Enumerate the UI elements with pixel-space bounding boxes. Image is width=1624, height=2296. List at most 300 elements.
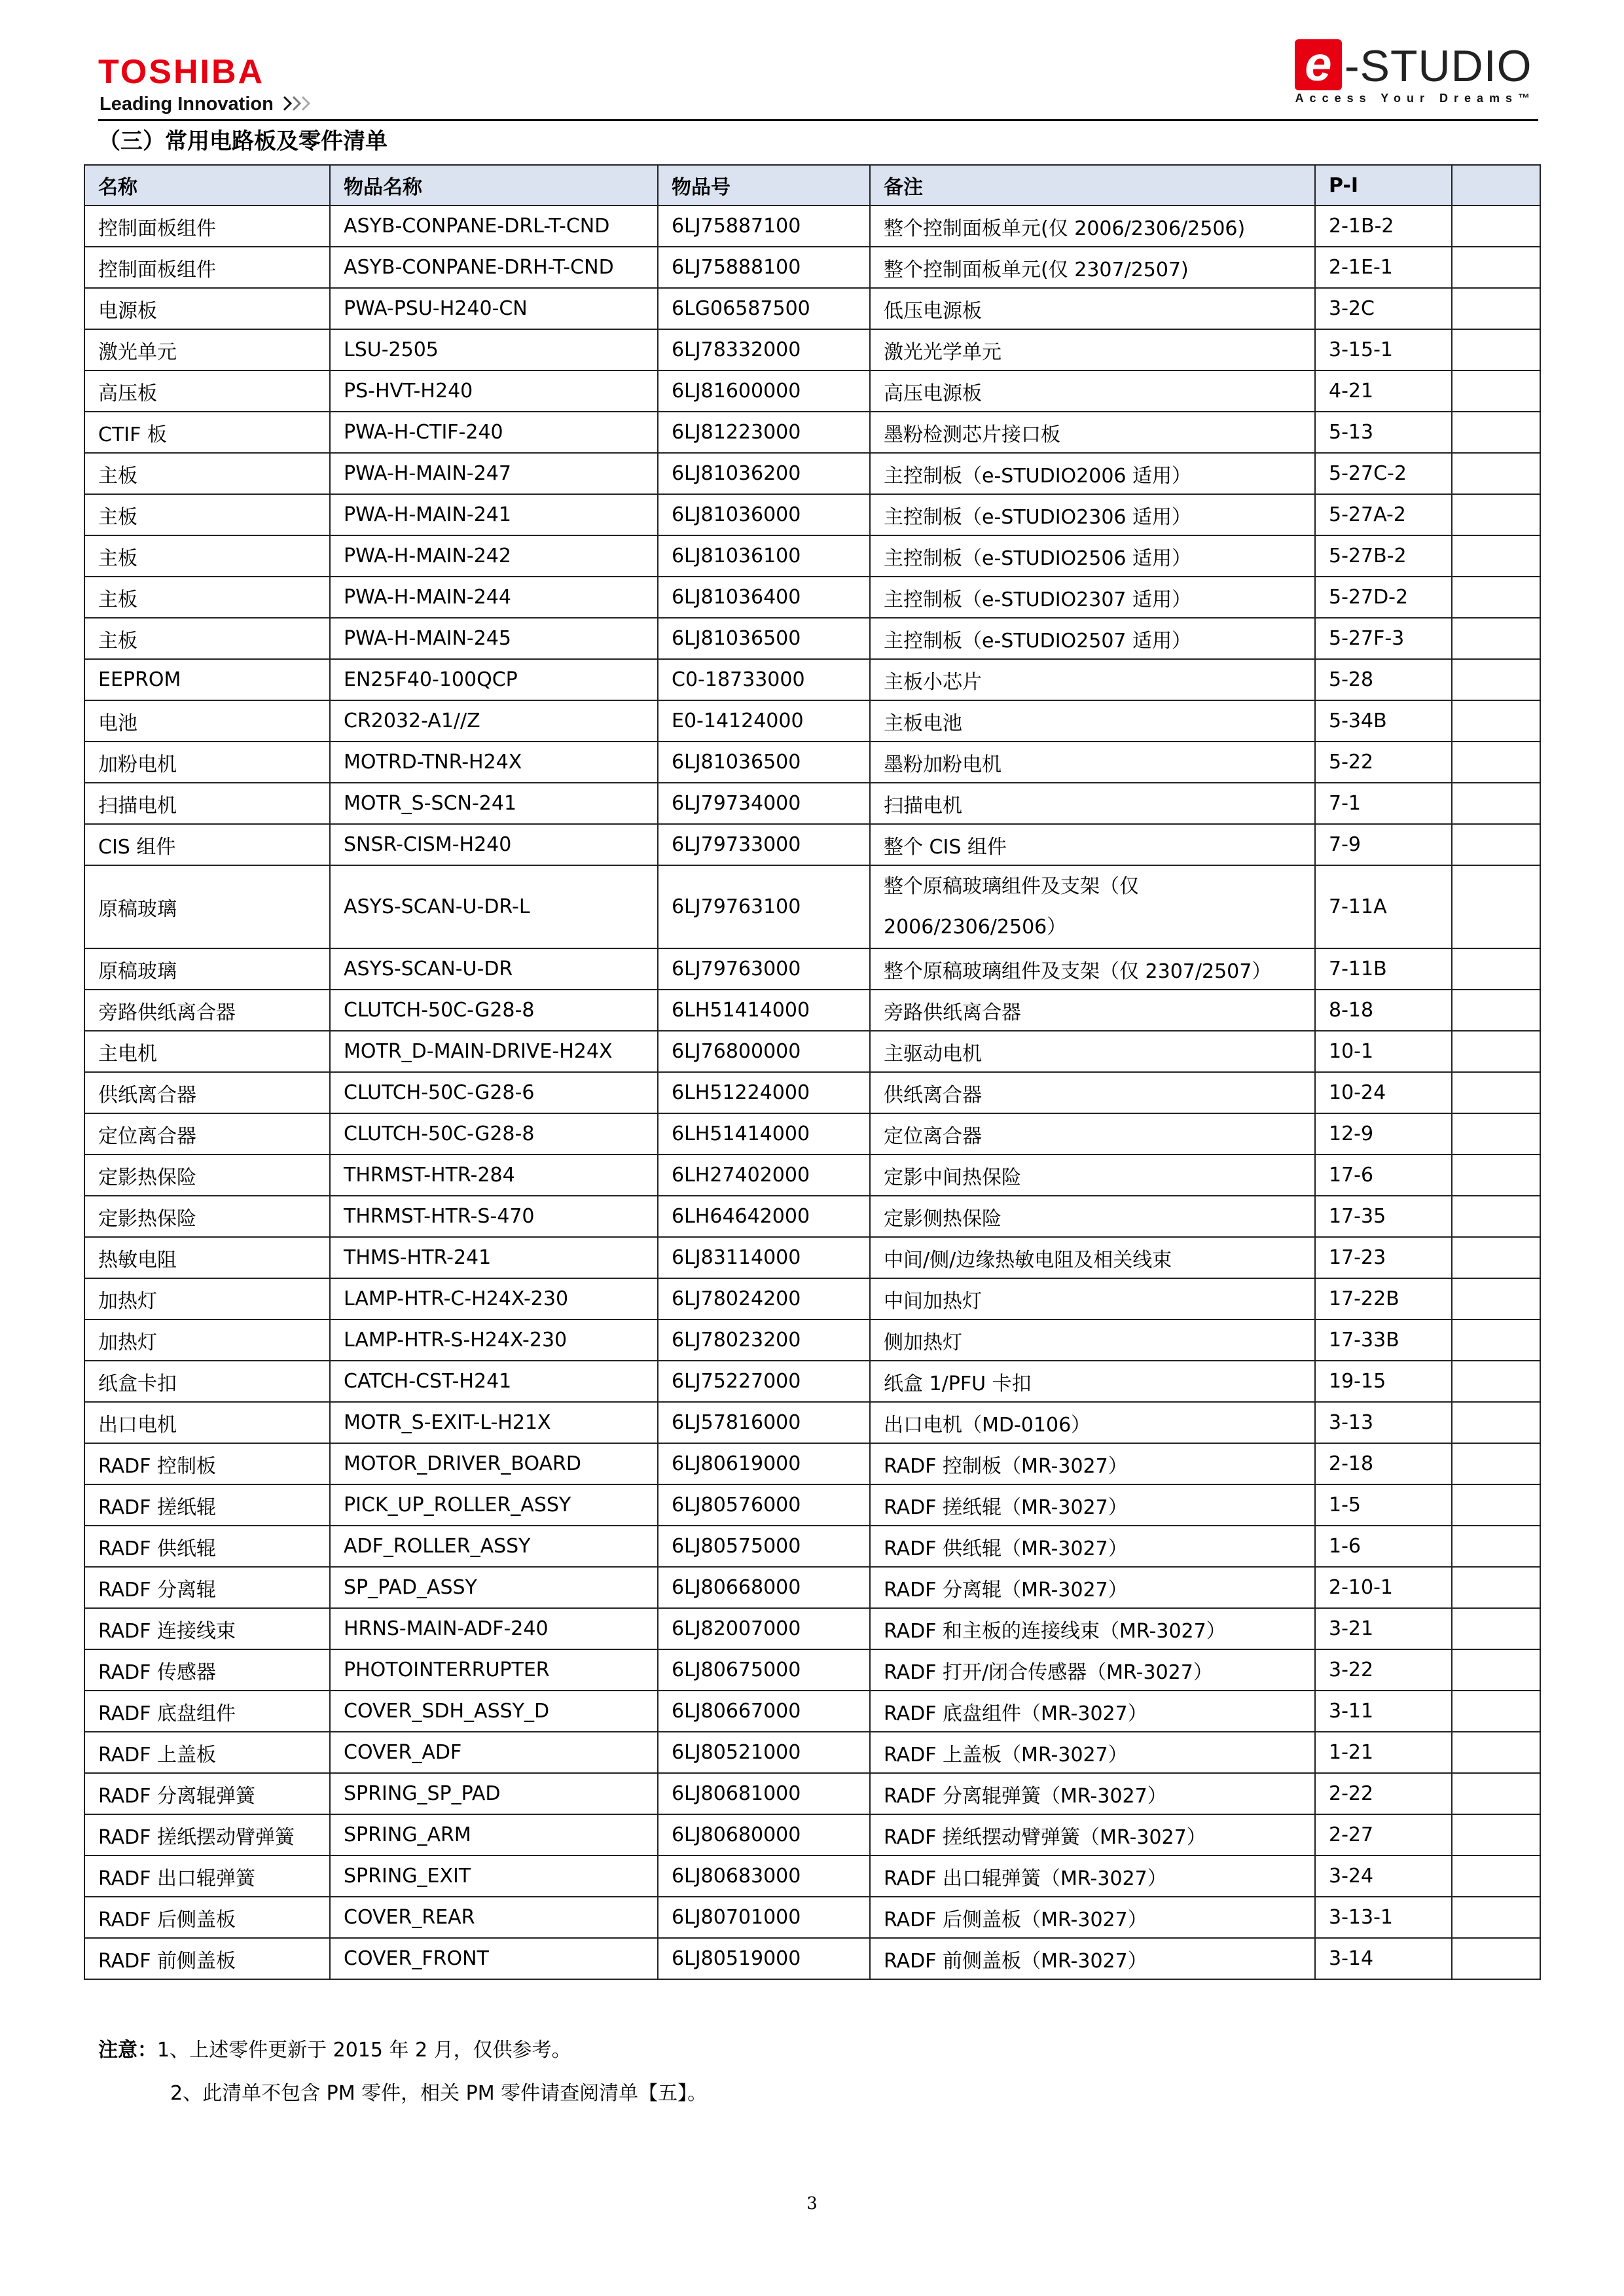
cell-pi: 12-9 (1315, 1113, 1452, 1155)
col-header-remarks: 备注 (870, 165, 1315, 206)
table-row (84, 1608, 1540, 1649)
cell-pi: 10-24 (1315, 1072, 1452, 1113)
cell-pi: 8-18 (1315, 990, 1452, 1031)
cell-name: RADF 出口辊弹簧 (84, 1856, 330, 1897)
cell-remarks: 供纸离合器 (870, 1072, 1315, 1113)
toshiba-tagline (99, 93, 319, 115)
table-row (84, 865, 1540, 948)
cell-pi: 4-21 (1315, 370, 1452, 412)
cell-blank (1452, 1072, 1540, 1113)
cell-pi: 3-24 (1315, 1856, 1452, 1897)
cell-name: 加热灯 (84, 1278, 330, 1319)
cell-item-number: 6LJ81036500 (658, 618, 870, 659)
cell-remarks: 墨粉检测芯片接口板 (870, 412, 1315, 453)
cell-remarks: 中间加热灯 (870, 1278, 1315, 1319)
cell-item-number: 6LJ80680000 (658, 1814, 870, 1856)
cell-name: EEPROM (84, 659, 330, 700)
cell-pi: 19-15 (1315, 1361, 1452, 1402)
cell-name: 高压板 (84, 370, 330, 412)
cell-name: 主板 (84, 535, 330, 577)
col-header-name: 名称 (84, 165, 330, 206)
cell-remarks: 扫描电机 (870, 783, 1315, 824)
table-row (84, 247, 1540, 288)
cell-pi: 5-22 (1315, 742, 1452, 783)
cell-item-name: SNSR-CISM-H240 (330, 824, 658, 865)
cell-item-number: 6LJ81036100 (658, 535, 870, 577)
table-row (84, 453, 1540, 494)
cell-remarks: 定位离合器 (870, 1113, 1315, 1155)
cell-blank (1452, 329, 1540, 370)
table-row (84, 618, 1540, 659)
cell-item-number: 6LJ76800000 (658, 1031, 870, 1072)
cell-item-name: MOTR_S-SCN-241 (330, 783, 658, 824)
col-header-item-name: 物品名称 (330, 165, 658, 206)
cell-name: RADF 控制板 (84, 1443, 330, 1484)
cell-pi: 1-21 (1315, 1732, 1452, 1773)
cell-blank (1452, 990, 1540, 1031)
table-row (84, 1319, 1540, 1361)
cell-item-name: ASYB-CONPANE-DRL-T-CND (330, 206, 658, 247)
toshiba-logo: TOSHIBA (98, 53, 265, 91)
cell-remarks: 主控制板（e-STUDIO2507 适用） (870, 618, 1315, 659)
cell-item-name: THRMST-HTR-284 (330, 1155, 658, 1196)
cell-pi: 3-13-1 (1315, 1897, 1452, 1938)
cell-item-name: SP_PAD_ASSY (330, 1567, 658, 1608)
cell-remarks: 整个控制面板单元(仅 2307/2507) (870, 247, 1315, 288)
cell-pi: 1-5 (1315, 1484, 1452, 1526)
cell-remarks: 主控制板（e-STUDIO2307 适用） (870, 577, 1315, 618)
cell-remarks: RADF 分离辊弹簧（MR-3027） (870, 1773, 1315, 1814)
cell-blank (1452, 1649, 1540, 1691)
cell-blank (1452, 1484, 1540, 1526)
cell-name: 主板 (84, 618, 330, 659)
cell-item-number: 6LJ80619000 (658, 1443, 870, 1484)
cell-name: 主电机 (84, 1031, 330, 1072)
cell-name: 控制面板组件 (84, 247, 330, 288)
cell-remarks: RADF 搓纸辊（MR-3027） (870, 1484, 1315, 1526)
cell-item-number: 6LJ80575000 (658, 1526, 870, 1567)
cell-item-name: HRNS-MAIN-ADF-240 (330, 1608, 658, 1649)
cell-remarks: RADF 后侧盖板（MR-3027） (870, 1897, 1315, 1938)
cell-item-name: PWA-H-CTIF-240 (330, 412, 658, 453)
cell-blank (1452, 1361, 1540, 1402)
cell-blank (1452, 824, 1540, 865)
table-row (84, 1113, 1540, 1155)
cell-pi: 5-28 (1315, 659, 1452, 700)
cell-pi: 17-35 (1315, 1196, 1452, 1237)
cell-blank (1452, 288, 1540, 329)
cell-blank (1452, 577, 1540, 618)
cell-remarks: 主控制板（e-STUDIO2306 适用） (870, 494, 1315, 535)
cell-item-number: 6LJ81036500 (658, 742, 870, 783)
cell-item-number: 6LJ79763100 (658, 865, 870, 948)
table-header-row (84, 165, 1540, 206)
cell-item-name: PWA-H-MAIN-244 (330, 577, 658, 618)
cell-name: 主板 (84, 577, 330, 618)
cell-name: RADF 后侧盖板 (84, 1897, 330, 1938)
cell-pi: 17-22B (1315, 1278, 1452, 1319)
cell-blank (1452, 453, 1540, 494)
cell-name: 旁路供纸离合器 (84, 990, 330, 1031)
cell-item-number: 6LJ80576000 (658, 1484, 870, 1526)
section-title: （三）常用电路板及零件清单 (98, 128, 388, 154)
cell-remarks: RADF 分离辊（MR-3027） (870, 1567, 1315, 1608)
col-header-pi: P-I (1315, 165, 1452, 206)
cell-item-number: 6LJ75227000 (658, 1361, 870, 1402)
cell-remarks: RADF 和主板的连接线束（MR-3027） (870, 1608, 1315, 1649)
cell-remarks: RADF 打开/闭合传感器（MR-3027） (870, 1649, 1315, 1691)
cell-name: 原稿玻璃 (84, 948, 330, 990)
cell-name: CTIF 板 (84, 412, 330, 453)
note-text-1: 1、上述零件更新于 2015 年 2 月，仅供参考。 (157, 2039, 571, 2062)
cell-item-number: 6LJ80519000 (658, 1938, 870, 1979)
cell-pi: 3-11 (1315, 1691, 1452, 1732)
cell-item-number: 6LJ81600000 (658, 370, 870, 412)
cell-item-name: THMS-HTR-241 (330, 1237, 658, 1278)
cell-remarks: 主驱动电机 (870, 1031, 1315, 1072)
cell-item-name: PS-HVT-H240 (330, 370, 658, 412)
cell-item-name: MOTR_S-EXIT-L-H21X (330, 1402, 658, 1443)
cell-pi: 2-1E-1 (1315, 247, 1452, 288)
cell-item-name: COVER_REAR (330, 1897, 658, 1938)
cell-remarks: 主控制板（e-STUDIO2506 适用） (870, 535, 1315, 577)
cell-name: 激光单元 (84, 329, 330, 370)
cell-name: 电池 (84, 700, 330, 742)
cell-blank (1452, 1319, 1540, 1361)
table-row (84, 1402, 1540, 1443)
cell-remarks: RADF 出口辊弹簧（MR-3027） (870, 1856, 1315, 1897)
cell-pi: 5-27B-2 (1315, 535, 1452, 577)
cell-remarks: 纸盒 1/PFU 卡扣 (870, 1361, 1315, 1402)
cell-name: RADF 连接线束 (84, 1608, 330, 1649)
cell-item-name: MOTOR_DRIVER_BOARD (330, 1443, 658, 1484)
col-header-blank (1452, 165, 1540, 206)
tagline-text: Leading Innovation (99, 94, 274, 115)
cell-blank (1452, 247, 1540, 288)
cell-item-name: ASYS-SCAN-U-DR-L (330, 865, 658, 948)
cell-name: RADF 传感器 (84, 1649, 330, 1691)
cell-blank (1452, 783, 1540, 824)
cell-blank (1452, 659, 1540, 700)
cell-blank (1452, 1113, 1540, 1155)
cell-name: 主板 (84, 494, 330, 535)
cell-remarks: RADF 搓纸摆动臂弹簧（MR-3027） (870, 1814, 1315, 1856)
cell-name: 主板 (84, 453, 330, 494)
cell-item-name: MOTRD-TNR-H24X (330, 742, 658, 783)
parts-table (84, 164, 1541, 1980)
cell-item-number: 6LJ78024200 (658, 1278, 870, 1319)
cell-item-number: C0-18733000 (658, 659, 870, 700)
cell-item-number: 6LJ80668000 (658, 1567, 870, 1608)
cell-blank (1452, 1897, 1540, 1938)
cell-remarks: 中间/侧/边缘热敏电阻及相关线束 (870, 1237, 1315, 1278)
table-row (84, 206, 1540, 247)
cell-blank (1452, 742, 1540, 783)
cell-blank (1452, 370, 1540, 412)
cell-item-name: SPRING_EXIT (330, 1856, 658, 1897)
table-row (84, 1443, 1540, 1484)
cell-pi: 7-11A (1315, 865, 1452, 948)
cell-pi: 3-14 (1315, 1938, 1452, 1979)
table-row (84, 577, 1540, 618)
table-row (84, 1897, 1540, 1938)
cell-blank (1452, 1938, 1540, 1979)
cell-pi: 3-2C (1315, 288, 1452, 329)
cell-item-name: PHOTOINTERRUPTER (330, 1649, 658, 1691)
cell-remarks: 定影中间热保险 (870, 1155, 1315, 1196)
cell-item-number: E0-14124000 (658, 700, 870, 742)
cell-remarks: 墨粉加粉电机 (870, 742, 1315, 783)
cell-blank (1452, 1608, 1540, 1649)
cell-remarks: 整个控制面板单元(仅 2006/2306/2506) (870, 206, 1315, 247)
cell-blank (1452, 1031, 1540, 1072)
cell-pi: 2-22 (1315, 1773, 1452, 1814)
cell-remarks: 激光光学单元 (870, 329, 1315, 370)
cell-blank (1452, 865, 1540, 948)
cell-remarks: 旁路供纸离合器 (870, 990, 1315, 1031)
cell-item-name: LSU-2505 (330, 329, 658, 370)
cell-item-number: 6LJ78332000 (658, 329, 870, 370)
cell-name: RADF 供纸辊 (84, 1526, 330, 1567)
cell-pi: 7-11B (1315, 948, 1452, 990)
cell-pi: 17-23 (1315, 1237, 1452, 1278)
cell-blank (1452, 1814, 1540, 1856)
table-row (84, 990, 1540, 1031)
cell-item-number: 6LH64642000 (658, 1196, 870, 1237)
cell-item-name: EN25F40-100QCP (330, 659, 658, 700)
table-row (84, 824, 1540, 865)
estudio-logo (1290, 39, 1538, 118)
cell-name: 定影热保险 (84, 1196, 330, 1237)
cell-name: 控制面板组件 (84, 206, 330, 247)
table-row (84, 1155, 1540, 1196)
table-row (84, 1649, 1540, 1691)
table-row (84, 1278, 1540, 1319)
cell-item-name: ASYB-CONPANE-DRH-T-CND (330, 247, 658, 288)
table-row (84, 370, 1540, 412)
cell-remarks: 高压电源板 (870, 370, 1315, 412)
cell-remarks: 整个原稿玻璃组件及支架（仅 2307/2507） (870, 948, 1315, 990)
cell-item-name: SPRING_ARM (330, 1814, 658, 1856)
cell-item-name: MOTR_D-MAIN-DRIVE-H24X (330, 1031, 658, 1072)
cell-blank (1452, 1155, 1540, 1196)
cell-name: 供纸离合器 (84, 1072, 330, 1113)
cell-item-number: 6LJ81036200 (658, 453, 870, 494)
table-row (84, 1031, 1540, 1072)
cell-blank (1452, 1567, 1540, 1608)
cell-pi: 1-6 (1315, 1526, 1452, 1567)
cell-item-name: PICK_UP_ROLLER_ASSY (330, 1484, 658, 1526)
note-line-1 (98, 2029, 707, 2072)
page-number: 3 (806, 2194, 818, 2214)
cell-item-name: THRMST-HTR-S-470 (330, 1196, 658, 1237)
cell-blank (1452, 948, 1540, 990)
cell-item-number: 6LJ79733000 (658, 824, 870, 865)
cell-remarks: RADF 前侧盖板（MR-3027） (870, 1938, 1315, 1979)
cell-remarks: RADF 上盖板（MR-3027） (870, 1732, 1315, 1773)
cell-remarks: 定影侧热保险 (870, 1196, 1315, 1237)
table-row (84, 742, 1540, 783)
cell-name: CIS 组件 (84, 824, 330, 865)
cell-item-number: 6LH27402000 (658, 1155, 870, 1196)
cell-blank (1452, 1856, 1540, 1897)
table-row (84, 1526, 1540, 1567)
cell-blank (1452, 535, 1540, 577)
cell-pi: 17-6 (1315, 1155, 1452, 1196)
cell-blank (1452, 1402, 1540, 1443)
estudio-wordmark: -STUDIO (1344, 41, 1532, 91)
cell-item-name: CLUTCH-50C-G28-8 (330, 1113, 658, 1155)
cell-blank (1452, 1526, 1540, 1567)
table-row (84, 1361, 1540, 1402)
cell-pi: 5-34B (1315, 700, 1452, 742)
estudio-tagline: Access Your Dreams™ (1295, 92, 1536, 105)
cell-item-name: ADF_ROLLER_ASSY (330, 1526, 658, 1567)
cell-item-number: 6LJ75887100 (658, 206, 870, 247)
cell-pi: 3-22 (1315, 1649, 1452, 1691)
chevrons-icon (283, 96, 319, 111)
cell-item-number: 6LJ81223000 (658, 412, 870, 453)
table-row (84, 1938, 1540, 1979)
cell-item-number: 6LJ81036000 (658, 494, 870, 535)
cell-item-number: 6LJ80667000 (658, 1691, 870, 1732)
cell-blank (1452, 618, 1540, 659)
table-row (84, 1567, 1540, 1608)
cell-blank (1452, 206, 1540, 247)
cell-pi: 7-1 (1315, 783, 1452, 824)
cell-remarks: 出口电机（MD-0106） (870, 1402, 1315, 1443)
cell-pi: 10-1 (1315, 1031, 1452, 1072)
table-row (84, 1196, 1540, 1237)
cell-item-name: ASYS-SCAN-U-DR (330, 948, 658, 990)
cell-item-name: PWA-H-MAIN-242 (330, 535, 658, 577)
cell-item-name: LAMP-HTR-S-H24X-230 (330, 1319, 658, 1361)
cell-item-name: COVER_SDH_ASSY_D (330, 1691, 658, 1732)
cell-name: RADF 前侧盖板 (84, 1938, 330, 1979)
cell-blank (1452, 494, 1540, 535)
cell-item-number: 6LJ80701000 (658, 1897, 870, 1938)
cell-pi: 17-33B (1315, 1319, 1452, 1361)
cell-name: RADF 上盖板 (84, 1732, 330, 1773)
cell-name: 加热灯 (84, 1319, 330, 1361)
table-row (84, 1691, 1540, 1732)
col-header-item-number: 物品号 (658, 165, 870, 206)
table-row (84, 1072, 1540, 1113)
cell-pi: 2-18 (1315, 1443, 1452, 1484)
cell-item-number: 6LJ82007000 (658, 1608, 870, 1649)
cell-item-number: 6LH51414000 (658, 1113, 870, 1155)
cell-blank (1452, 1278, 1540, 1319)
cell-name: 定位离合器 (84, 1113, 330, 1155)
cell-name: 加粉电机 (84, 742, 330, 783)
cell-name: 纸盒卡扣 (84, 1361, 330, 1402)
cell-remarks: RADF 控制板（MR-3027） (870, 1443, 1315, 1484)
cell-item-name: SPRING_SP_PAD (330, 1773, 658, 1814)
cell-item-name: PWA-H-MAIN-247 (330, 453, 658, 494)
cell-pi: 5-27A-2 (1315, 494, 1452, 535)
cell-pi: 7-9 (1315, 824, 1452, 865)
cell-item-name: PWA-H-MAIN-241 (330, 494, 658, 535)
cell-blank (1452, 412, 1540, 453)
cell-item-name: CLUTCH-50C-G28-6 (330, 1072, 658, 1113)
table-row (84, 1856, 1540, 1897)
cell-item-number: 6LJ80683000 (658, 1856, 870, 1897)
cell-pi: 5-27C-2 (1315, 453, 1452, 494)
table-row (84, 700, 1540, 742)
cell-blank (1452, 1237, 1540, 1278)
cell-blank (1452, 1443, 1540, 1484)
cell-name: 原稿玻璃 (84, 865, 330, 948)
cell-item-name: PWA-H-MAIN-245 (330, 618, 658, 659)
cell-name: RADF 分离辊 (84, 1567, 330, 1608)
cell-pi: 2-27 (1315, 1814, 1452, 1856)
table-row (84, 659, 1540, 700)
table-row (84, 288, 1540, 329)
cell-item-number: 6LJ75888100 (658, 247, 870, 288)
cell-item-number: 6LJ80521000 (658, 1732, 870, 1773)
cell-pi: 2-10-1 (1315, 1567, 1452, 1608)
cell-remarks: 主控制板（e-STUDIO2006 适用） (870, 453, 1315, 494)
cell-item-number: 6LJ78023200 (658, 1319, 870, 1361)
cell-item-number: 6LJ79734000 (658, 783, 870, 824)
cell-item-number: 6LJ57816000 (658, 1402, 870, 1443)
cell-remarks: 侧加热灯 (870, 1319, 1315, 1361)
cell-item-number: 6LJ80675000 (658, 1649, 870, 1691)
cell-pi: 5-27F-3 (1315, 618, 1452, 659)
cell-pi: 3-15-1 (1315, 329, 1452, 370)
cell-name: 定影热保险 (84, 1155, 330, 1196)
cell-remarks: 主板小芯片 (870, 659, 1315, 700)
note-line-2: 2、此清单不包含 PM 零件，相关 PM 零件请查阅清单【五】。 (170, 2082, 708, 2105)
table-row (84, 494, 1540, 535)
cell-remarks: RADF 底盘组件（MR-3027） (870, 1691, 1315, 1732)
cell-remarks: 整个原稿玻璃组件及支架（仅 2006/2306/2506） (870, 865, 1315, 948)
table-row (84, 948, 1540, 990)
cell-pi: 3-21 (1315, 1608, 1452, 1649)
page-header (98, 37, 1538, 121)
cell-pi: 2-1B-2 (1315, 206, 1452, 247)
cell-item-number: 6LH51414000 (658, 990, 870, 1031)
cell-item-name: CLUTCH-50C-G28-8 (330, 990, 658, 1031)
table-row (84, 1484, 1540, 1526)
table-row (84, 1773, 1540, 1814)
table-row (84, 1237, 1540, 1278)
cell-name: 电源板 (84, 288, 330, 329)
cell-blank (1452, 700, 1540, 742)
cell-name: RADF 搓纸摆动臂弹簧 (84, 1814, 330, 1856)
cell-item-name: PWA-PSU-H240-CN (330, 288, 658, 329)
cell-name: 出口电机 (84, 1402, 330, 1443)
cell-item-number: 6LJ80681000 (658, 1773, 870, 1814)
table-row (84, 1814, 1540, 1856)
cell-item-number: 6LJ83114000 (658, 1237, 870, 1278)
table-row (84, 412, 1540, 453)
table-row (84, 535, 1540, 577)
cell-item-number: 6LG06587500 (658, 288, 870, 329)
cell-blank (1452, 1773, 1540, 1814)
notes (98, 2029, 707, 2115)
cell-item-name: CATCH-CST-H241 (330, 1361, 658, 1402)
cell-blank (1452, 1732, 1540, 1773)
table-row (84, 329, 1540, 370)
cell-remarks: 整个 CIS 组件 (870, 824, 1315, 865)
cell-item-name: LAMP-HTR-C-H24X-230 (330, 1278, 658, 1319)
cell-name: RADF 底盘组件 (84, 1691, 330, 1732)
cell-pi: 5-27D-2 (1315, 577, 1452, 618)
table-row (84, 783, 1540, 824)
cell-blank (1452, 1691, 1540, 1732)
header-divider (98, 119, 1538, 121)
